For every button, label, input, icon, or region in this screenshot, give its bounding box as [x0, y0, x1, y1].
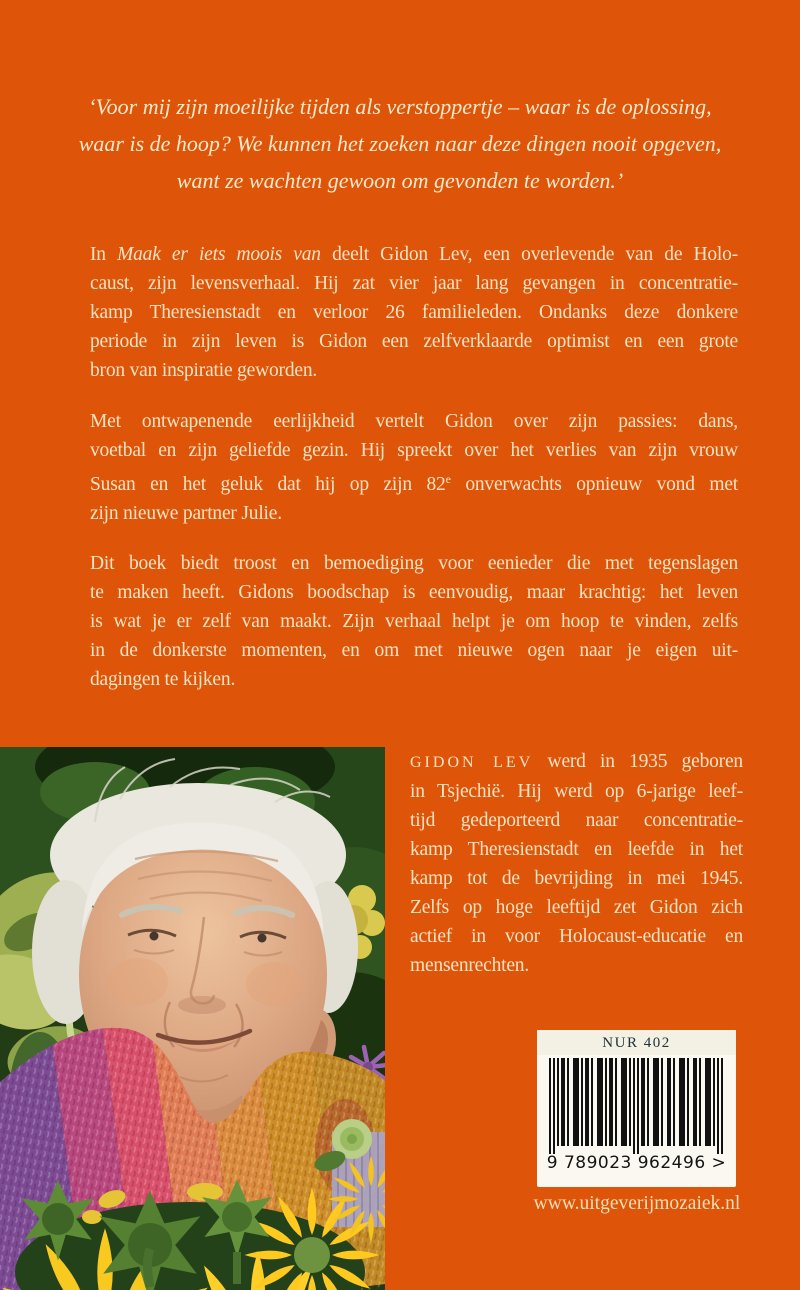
isbn-number: 9 789023 962496 >	[546, 1153, 727, 1173]
text-run: onverwachts opnieuw vond met	[450, 474, 738, 495]
text-run: In	[90, 244, 118, 265]
text-line: periode in zijn leven is Gidon een zelfverklaarde optimist en een grote	[90, 331, 738, 352]
author-name: GIDON LEV	[410, 754, 534, 771]
text-line: actief in voor Holocaust-educatie en	[410, 926, 743, 947]
superscript-e: e	[445, 472, 451, 486]
text-line: kamp Theresienstadt en leefde in het	[410, 839, 743, 860]
nur-code: NUR 402	[537, 1030, 736, 1055]
pull-quote-line: waar is de hoop? We kunnen het zoeken naar deze dingen nooit opgeven,	[78, 131, 722, 156]
blurb-paragraph-3	[90, 549, 738, 694]
text-line: caust, zijn levensverhaal. Hij zat vier jaar lang gevangen in concentratie-	[90, 273, 738, 294]
blurb-paragraph-1	[90, 240, 738, 385]
pull-quote	[20, 88, 780, 199]
blurb-paragraph-2	[90, 407, 738, 528]
text-line: te maken heeft. Gidons boodschap is eenvoudig, maar krachtig: het leven	[90, 582, 738, 603]
barcode-panel	[537, 1030, 736, 1187]
text-line: dagingen te kijken.	[90, 669, 236, 690]
text-line	[410, 747, 743, 777]
pull-quote-line: want ze wachten gewoon om gevonden te worden.’	[176, 168, 624, 193]
text-line: voetbal en zijn geliefde gezin. Hij spreekt over het verlies van zijn vrouw	[90, 440, 738, 461]
text-line: kamp Theresienstadt en verloor 26 familieleden. Ondanks deze donkere	[90, 302, 738, 323]
text-line	[90, 240, 738, 269]
text-line	[90, 465, 738, 499]
text-line: kamp tot de bevrijding in mei 1945.	[410, 868, 743, 889]
text-line: in Tsjechië. Hij werd op 6-jarige leef-	[410, 781, 743, 802]
text-line: Zelfs op hoge leeftijd zet Gidon zich	[410, 897, 743, 918]
text-line: bron van inspiratie geworden.	[90, 360, 318, 381]
book-title-italic: Maak er iets moois van	[117, 244, 321, 265]
pull-quote-line: ‘Voor mij zijn moeilijke tijden als verstoppertje – waar is de oplossing,	[88, 94, 712, 119]
publisher-url: www.uitgeverijmozaiek.nl	[533, 1193, 741, 1214]
text-line: zijn nieuwe partner Julie.	[90, 503, 282, 524]
author-photo-illustration	[0, 747, 385, 1290]
author-photo	[0, 747, 385, 1290]
text-run: deelt Gidon Lev, een overlevende van de Holo-	[320, 244, 738, 265]
author-bio	[410, 747, 743, 980]
text-line: tijd gedeporteerd naar concentratie-	[410, 810, 743, 831]
text-run: Susan en het geluk dat hij op zijn 82	[90, 474, 446, 495]
text-line: mensenrechten.	[410, 955, 530, 976]
barcode	[549, 1058, 725, 1154]
text-run: werd in 1935 geboren	[533, 751, 743, 772]
text-line: Dit boek biedt troost en bemoediging voor eenieder die met tegenslagen	[90, 553, 738, 574]
text-line: in de donkerste momenten, en om met nieuwe ogen naar je eigen uit-	[90, 640, 738, 661]
text-line: Met ontwapenende eerlijkheid vertelt Gidon over zijn passies: dans,	[90, 411, 738, 432]
text-line: is wat je er zelf van maakt. Zijn verhaal helpt je om hoop te vinden, zelfs	[90, 611, 738, 632]
